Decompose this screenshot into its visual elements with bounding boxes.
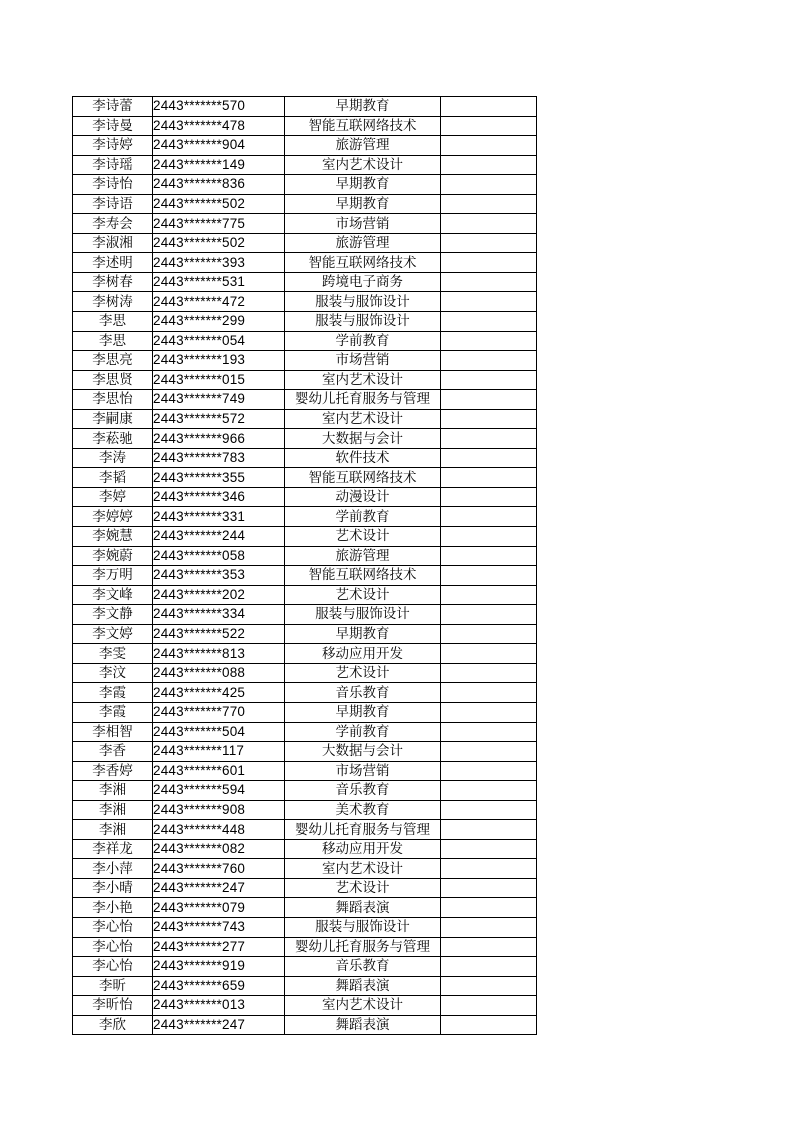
note-cell	[441, 527, 537, 547]
table-row	[73, 644, 537, 664]
student-name-cell: 李湘	[73, 800, 153, 820]
student-name-cell: 李思贤	[73, 370, 153, 390]
student-id-cell: 2443*******813	[153, 644, 285, 664]
student-id-cell: 2443*******743	[153, 917, 285, 937]
note-cell	[441, 820, 537, 840]
student-name-cell: 李诗婷	[73, 136, 153, 156]
note-cell	[441, 116, 537, 136]
major-cell: 学前教育	[285, 331, 441, 351]
student-name-cell: 李婷	[73, 487, 153, 507]
major-cell: 舞蹈表演	[285, 898, 441, 918]
table-row	[73, 996, 537, 1016]
table-row	[73, 781, 537, 801]
table-row	[73, 155, 537, 175]
note-cell	[441, 351, 537, 371]
table-row	[73, 331, 537, 351]
table-row	[73, 820, 537, 840]
note-cell	[441, 663, 537, 683]
student-name-cell: 李诗怡	[73, 175, 153, 195]
table-row	[73, 233, 537, 253]
table-row	[73, 585, 537, 605]
table-row	[73, 448, 537, 468]
table-row	[73, 507, 537, 527]
student-id-cell: 2443*******472	[153, 292, 285, 312]
student-id-cell: 2443*******353	[153, 566, 285, 586]
table-row	[73, 292, 537, 312]
note-cell	[441, 272, 537, 292]
student-id-cell: 2443*******908	[153, 800, 285, 820]
note-cell	[441, 605, 537, 625]
note-cell	[441, 1015, 537, 1035]
note-cell	[441, 390, 537, 410]
table-row	[73, 136, 537, 156]
major-cell: 智能互联网络技术	[285, 116, 441, 136]
student-id-cell: 2443*******425	[153, 683, 285, 703]
student-id-cell: 2443*******570	[153, 97, 285, 117]
student-id-cell: 2443*******919	[153, 957, 285, 977]
note-cell	[441, 175, 537, 195]
major-cell: 舞蹈表演	[285, 976, 441, 996]
table-row	[73, 722, 537, 742]
student-name-cell: 李思	[73, 331, 153, 351]
major-cell: 大数据与会计	[285, 429, 441, 449]
student-name-cell: 李心怡	[73, 917, 153, 937]
table-row	[73, 546, 537, 566]
table-row	[73, 605, 537, 625]
table-row	[73, 253, 537, 273]
major-cell: 学前教育	[285, 722, 441, 742]
student-name-cell: 李祥龙	[73, 839, 153, 859]
student-id-cell: 2443*******244	[153, 527, 285, 547]
major-cell: 早期教育	[285, 194, 441, 214]
major-cell: 室内艺术设计	[285, 859, 441, 879]
student-name-cell: 李文峰	[73, 585, 153, 605]
note-cell	[441, 644, 537, 664]
student-name-cell: 李婉慧	[73, 527, 153, 547]
student-name-cell: 李诗曼	[73, 116, 153, 136]
major-cell: 服装与服饰设计	[285, 917, 441, 937]
major-cell: 早期教育	[285, 624, 441, 644]
note-cell	[441, 292, 537, 312]
major-cell: 艺术设计	[285, 878, 441, 898]
note-cell	[441, 800, 537, 820]
student-name-cell: 李寿会	[73, 214, 153, 234]
student-name-cell: 李小艳	[73, 898, 153, 918]
table-row	[73, 370, 537, 390]
student-id-cell: 2443*******247	[153, 1015, 285, 1035]
student-name-cell: 李雯	[73, 644, 153, 664]
table-row	[73, 351, 537, 371]
student-id-cell: 2443*******013	[153, 996, 285, 1016]
major-cell: 婴幼儿托育服务与管理	[285, 937, 441, 957]
major-cell: 音乐教育	[285, 781, 441, 801]
major-cell: 早期教育	[285, 702, 441, 722]
student-name-cell: 李涛	[73, 448, 153, 468]
major-cell: 婴幼儿托育服务与管理	[285, 820, 441, 840]
student-id-cell: 2443*******346	[153, 487, 285, 507]
student-name-cell: 李香	[73, 742, 153, 762]
table-row	[73, 917, 537, 937]
major-cell: 早期教育	[285, 97, 441, 117]
student-name-cell: 李诗瑶	[73, 155, 153, 175]
note-cell	[441, 487, 537, 507]
major-cell: 智能互联网络技术	[285, 468, 441, 488]
major-cell: 旅游管理	[285, 136, 441, 156]
major-cell: 服装与服饰设计	[285, 292, 441, 312]
student-id-cell: 2443*******531	[153, 272, 285, 292]
student-name-cell: 李相智	[73, 722, 153, 742]
student-name-cell: 李香婷	[73, 761, 153, 781]
student-id-cell: 2443*******331	[153, 507, 285, 527]
major-cell: 室内艺术设计	[285, 155, 441, 175]
table-row	[73, 1015, 537, 1035]
note-cell	[441, 702, 537, 722]
note-cell	[441, 585, 537, 605]
student-id-cell: 2443*******783	[153, 448, 285, 468]
student-name-cell: 李昕	[73, 976, 153, 996]
note-cell	[441, 976, 537, 996]
student-id-cell: 2443*******601	[153, 761, 285, 781]
student-roster-table	[72, 96, 537, 1035]
student-name-cell: 李心怡	[73, 957, 153, 977]
table-row	[73, 214, 537, 234]
student-name-cell: 李昕怡	[73, 996, 153, 1016]
table-row	[73, 312, 537, 332]
table-row	[73, 409, 537, 429]
student-name-cell: 李思怡	[73, 390, 153, 410]
major-cell: 舞蹈表演	[285, 1015, 441, 1035]
student-name-cell: 李思	[73, 312, 153, 332]
student-name-cell: 李淑湘	[73, 233, 153, 253]
student-id-cell: 2443*******594	[153, 781, 285, 801]
major-cell: 早期教育	[285, 175, 441, 195]
note-cell	[441, 429, 537, 449]
note-cell	[441, 194, 537, 214]
student-name-cell: 李述明	[73, 253, 153, 273]
note-cell	[441, 253, 537, 273]
table-row	[73, 742, 537, 762]
note-cell	[441, 898, 537, 918]
student-name-cell: 李湘	[73, 820, 153, 840]
table-row	[73, 800, 537, 820]
table-row	[73, 761, 537, 781]
major-cell: 市场营销	[285, 761, 441, 781]
note-cell	[441, 761, 537, 781]
table-row	[73, 390, 537, 410]
major-cell: 旅游管理	[285, 546, 441, 566]
student-id-cell: 2443*******299	[153, 312, 285, 332]
student-id-cell: 2443*******193	[153, 351, 285, 371]
student-id-cell: 2443*******836	[153, 175, 285, 195]
table-row	[73, 487, 537, 507]
student-name-cell: 李树春	[73, 272, 153, 292]
note-cell	[441, 624, 537, 644]
note-cell	[441, 683, 537, 703]
major-cell: 市场营销	[285, 351, 441, 371]
student-id-cell: 2443*******247	[153, 878, 285, 898]
note-cell	[441, 214, 537, 234]
note-cell	[441, 409, 537, 429]
student-id-cell: 2443*******504	[153, 722, 285, 742]
note-cell	[441, 781, 537, 801]
student-id-cell: 2443*******749	[153, 390, 285, 410]
major-cell: 婴幼儿托育服务与管理	[285, 390, 441, 410]
note-cell	[441, 155, 537, 175]
student-name-cell: 李湘	[73, 781, 153, 801]
major-cell: 室内艺术设计	[285, 409, 441, 429]
student-id-cell: 2443*******117	[153, 742, 285, 762]
student-id-cell: 2443*******478	[153, 116, 285, 136]
major-cell: 移动应用开发	[285, 644, 441, 664]
note-cell	[441, 957, 537, 977]
note-cell	[441, 742, 537, 762]
note-cell	[441, 233, 537, 253]
student-name-cell: 李心怡	[73, 937, 153, 957]
major-cell: 服装与服饰设计	[285, 312, 441, 332]
major-cell: 跨境电子商务	[285, 272, 441, 292]
note-cell	[441, 546, 537, 566]
note-cell	[441, 859, 537, 879]
major-cell: 市场营销	[285, 214, 441, 234]
student-id-cell: 2443*******149	[153, 155, 285, 175]
major-cell: 音乐教育	[285, 683, 441, 703]
student-id-cell: 2443*******775	[153, 214, 285, 234]
major-cell: 学前教育	[285, 507, 441, 527]
major-cell: 艺术设计	[285, 585, 441, 605]
student-id-cell: 2443*******904	[153, 136, 285, 156]
student-id-cell: 2443*******502	[153, 194, 285, 214]
major-cell: 大数据与会计	[285, 742, 441, 762]
student-id-cell: 2443*******079	[153, 898, 285, 918]
major-cell: 音乐教育	[285, 957, 441, 977]
note-cell	[441, 722, 537, 742]
table-row	[73, 429, 537, 449]
major-cell: 艺术设计	[285, 527, 441, 547]
note-cell	[441, 97, 537, 117]
major-cell: 美术教育	[285, 800, 441, 820]
student-id-cell: 2443*******082	[153, 839, 285, 859]
table-row	[73, 957, 537, 977]
student-name-cell: 李欣	[73, 1015, 153, 1035]
major-cell: 室内艺术设计	[285, 370, 441, 390]
major-cell: 智能互联网络技术	[285, 253, 441, 273]
student-id-cell: 2443*******054	[153, 331, 285, 351]
student-name-cell: 李婉蔚	[73, 546, 153, 566]
note-cell	[441, 448, 537, 468]
student-id-cell: 2443*******966	[153, 429, 285, 449]
major-cell: 软件技术	[285, 448, 441, 468]
roster-body	[73, 97, 537, 1035]
table-row	[73, 859, 537, 879]
student-name-cell: 李思亮	[73, 351, 153, 371]
student-name-cell: 李霞	[73, 702, 153, 722]
major-cell: 旅游管理	[285, 233, 441, 253]
note-cell	[441, 136, 537, 156]
student-name-cell: 李万明	[73, 566, 153, 586]
table-row	[73, 624, 537, 644]
student-id-cell: 2443*******448	[153, 820, 285, 840]
note-cell	[441, 996, 537, 1016]
table-row	[73, 663, 537, 683]
table-row	[73, 116, 537, 136]
note-cell	[441, 331, 537, 351]
student-id-cell: 2443*******202	[153, 585, 285, 605]
student-id-cell: 2443*******015	[153, 370, 285, 390]
student-name-cell: 李汶	[73, 663, 153, 683]
table-row	[73, 272, 537, 292]
table-row	[73, 839, 537, 859]
student-id-cell: 2443*******760	[153, 859, 285, 879]
student-id-cell: 2443*******393	[153, 253, 285, 273]
student-name-cell: 李小晴	[73, 878, 153, 898]
student-name-cell: 李霞	[73, 683, 153, 703]
student-name-cell: 李婷婷	[73, 507, 153, 527]
table-row	[73, 898, 537, 918]
table-row	[73, 175, 537, 195]
table-row	[73, 527, 537, 547]
note-cell	[441, 370, 537, 390]
major-cell: 移动应用开发	[285, 839, 441, 859]
student-name-cell: 李诗语	[73, 194, 153, 214]
note-cell	[441, 507, 537, 527]
student-name-cell: 李嗣康	[73, 409, 153, 429]
note-cell	[441, 937, 537, 957]
table-row	[73, 194, 537, 214]
student-id-cell: 2443*******770	[153, 702, 285, 722]
note-cell	[441, 312, 537, 332]
student-name-cell: 李树涛	[73, 292, 153, 312]
note-cell	[441, 878, 537, 898]
student-id-cell: 2443*******572	[153, 409, 285, 429]
major-cell: 动漫设计	[285, 487, 441, 507]
major-cell: 服装与服饰设计	[285, 605, 441, 625]
student-id-cell: 2443*******334	[153, 605, 285, 625]
student-id-cell: 2443*******659	[153, 976, 285, 996]
table-row	[73, 937, 537, 957]
note-cell	[441, 468, 537, 488]
student-name-cell: 李小萍	[73, 859, 153, 879]
student-name-cell: 李文婷	[73, 624, 153, 644]
table-row	[73, 702, 537, 722]
student-id-cell: 2443*******088	[153, 663, 285, 683]
table-row	[73, 97, 537, 117]
table-row	[73, 566, 537, 586]
table-row	[73, 878, 537, 898]
note-cell	[441, 839, 537, 859]
note-cell	[441, 566, 537, 586]
table-row	[73, 976, 537, 996]
student-id-cell: 2443*******355	[153, 468, 285, 488]
student-name-cell: 李菘驰	[73, 429, 153, 449]
student-name-cell: 李诗蕾	[73, 97, 153, 117]
student-id-cell: 2443*******058	[153, 546, 285, 566]
student-id-cell: 2443*******502	[153, 233, 285, 253]
major-cell: 智能互联网络技术	[285, 566, 441, 586]
student-name-cell: 李韬	[73, 468, 153, 488]
table-row	[73, 683, 537, 703]
major-cell: 艺术设计	[285, 663, 441, 683]
major-cell: 室内艺术设计	[285, 996, 441, 1016]
note-cell	[441, 917, 537, 937]
table-row	[73, 468, 537, 488]
student-id-cell: 2443*******522	[153, 624, 285, 644]
student-id-cell: 2443*******277	[153, 937, 285, 957]
student-name-cell: 李文静	[73, 605, 153, 625]
